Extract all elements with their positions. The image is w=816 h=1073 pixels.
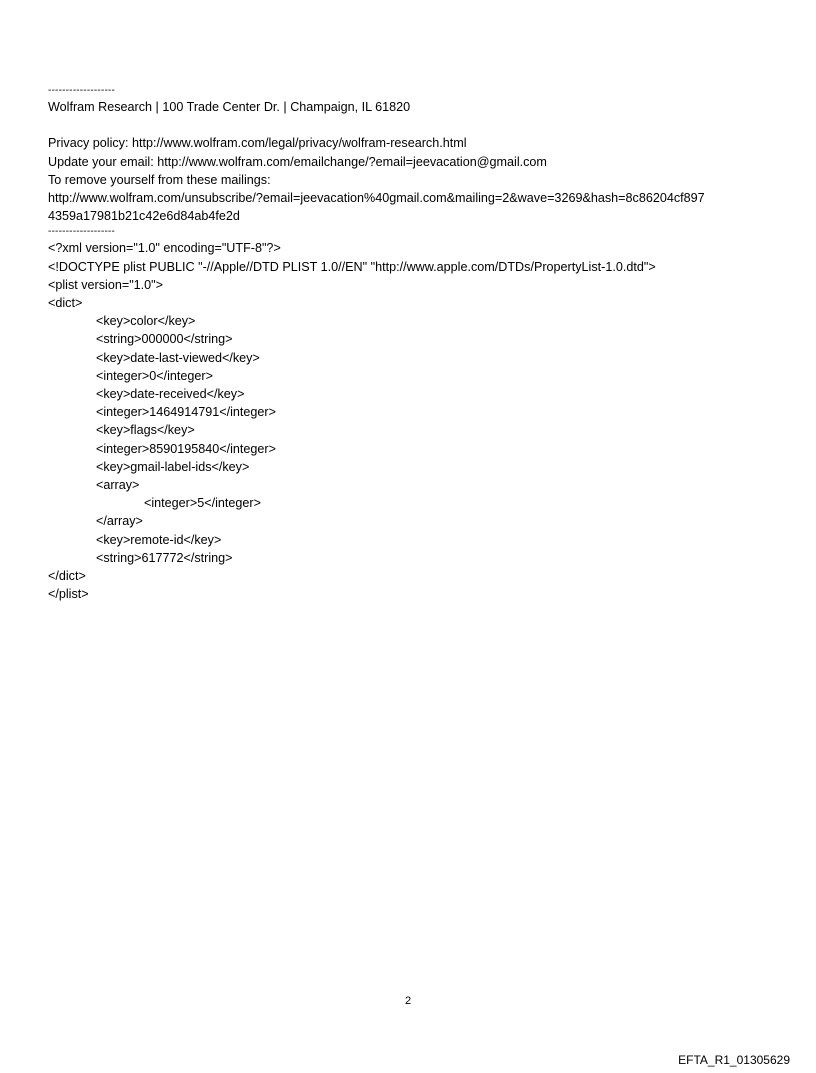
document-body [48, 84, 788, 603]
plist-line: <key>color</key> [96, 314, 196, 329]
plist-line: <string>617772</string> [96, 550, 233, 565]
plist-close-tag: </plist> [48, 587, 89, 602]
plist-line: <string>000000</string> [96, 332, 233, 347]
plist-line: </array> [96, 514, 143, 529]
plist-open-tag: <plist version="1.0"> [48, 277, 164, 292]
plist-array-item: <integer>5</integer> [144, 496, 261, 511]
document-id: EFTA_R1_01305629 [678, 1053, 790, 1067]
dict-open-tag: <dict> [48, 296, 83, 311]
separator-top: ------------------- [48, 85, 116, 96]
update-email-line: Update your email: http://www.wolfram.com/emailchange/?email=jeevacation@gmail.com [48, 154, 547, 169]
separator-bottom: ------------------- [48, 226, 116, 238]
plist-line: <key>gmail-label-ids</key> [96, 459, 250, 474]
doctype-line: <!DOCTYPE plist PUBLIC "-//Apple//DTD PLIST 1.0//EN" "http://www.apple.com/DTDs/PropertyList-1.0.dtd"> [48, 259, 656, 274]
plist-line: <integer>0</integer> [96, 368, 213, 383]
remove-intro-line: To remove yourself from these mailings: [48, 172, 271, 187]
xml-declaration: <?xml version="1.0" encoding="UTF-8"?> [48, 241, 281, 256]
page-number: 2 [404, 995, 412, 1007]
plist-line: <key>date-received</key> [96, 387, 245, 402]
plist-line: <array> [96, 478, 140, 493]
plist-line: <key>date-last-viewed</key> [96, 350, 260, 365]
unsubscribe-url-line2: 4359a17981b21c42e6d84ab4fe2d [48, 209, 240, 224]
plist-line: <key>remote-id</key> [96, 532, 222, 547]
blank-line [48, 116, 788, 134]
plist-line: <integer>8590195840</integer> [96, 441, 276, 456]
company-address: Wolfram Research | 100 Trade Center Dr. | Champaign, IL 61820 [48, 100, 411, 114]
plist-line: <integer>1464914791</integer> [96, 405, 276, 420]
unsubscribe-url-line1: http://www.wolfram.com/unsubscribe/?email=jeevacation%40gmail.com&mailing=2&wave=3269&hash=8c86204cf897 [48, 191, 705, 205]
dict-close-tag: </dict> [48, 569, 86, 584]
privacy-policy-line: Privacy policy: http://www.wolfram.com/legal/privacy/wolfram-research.html [48, 136, 467, 151]
plist-line: <key>flags</key> [96, 423, 195, 438]
